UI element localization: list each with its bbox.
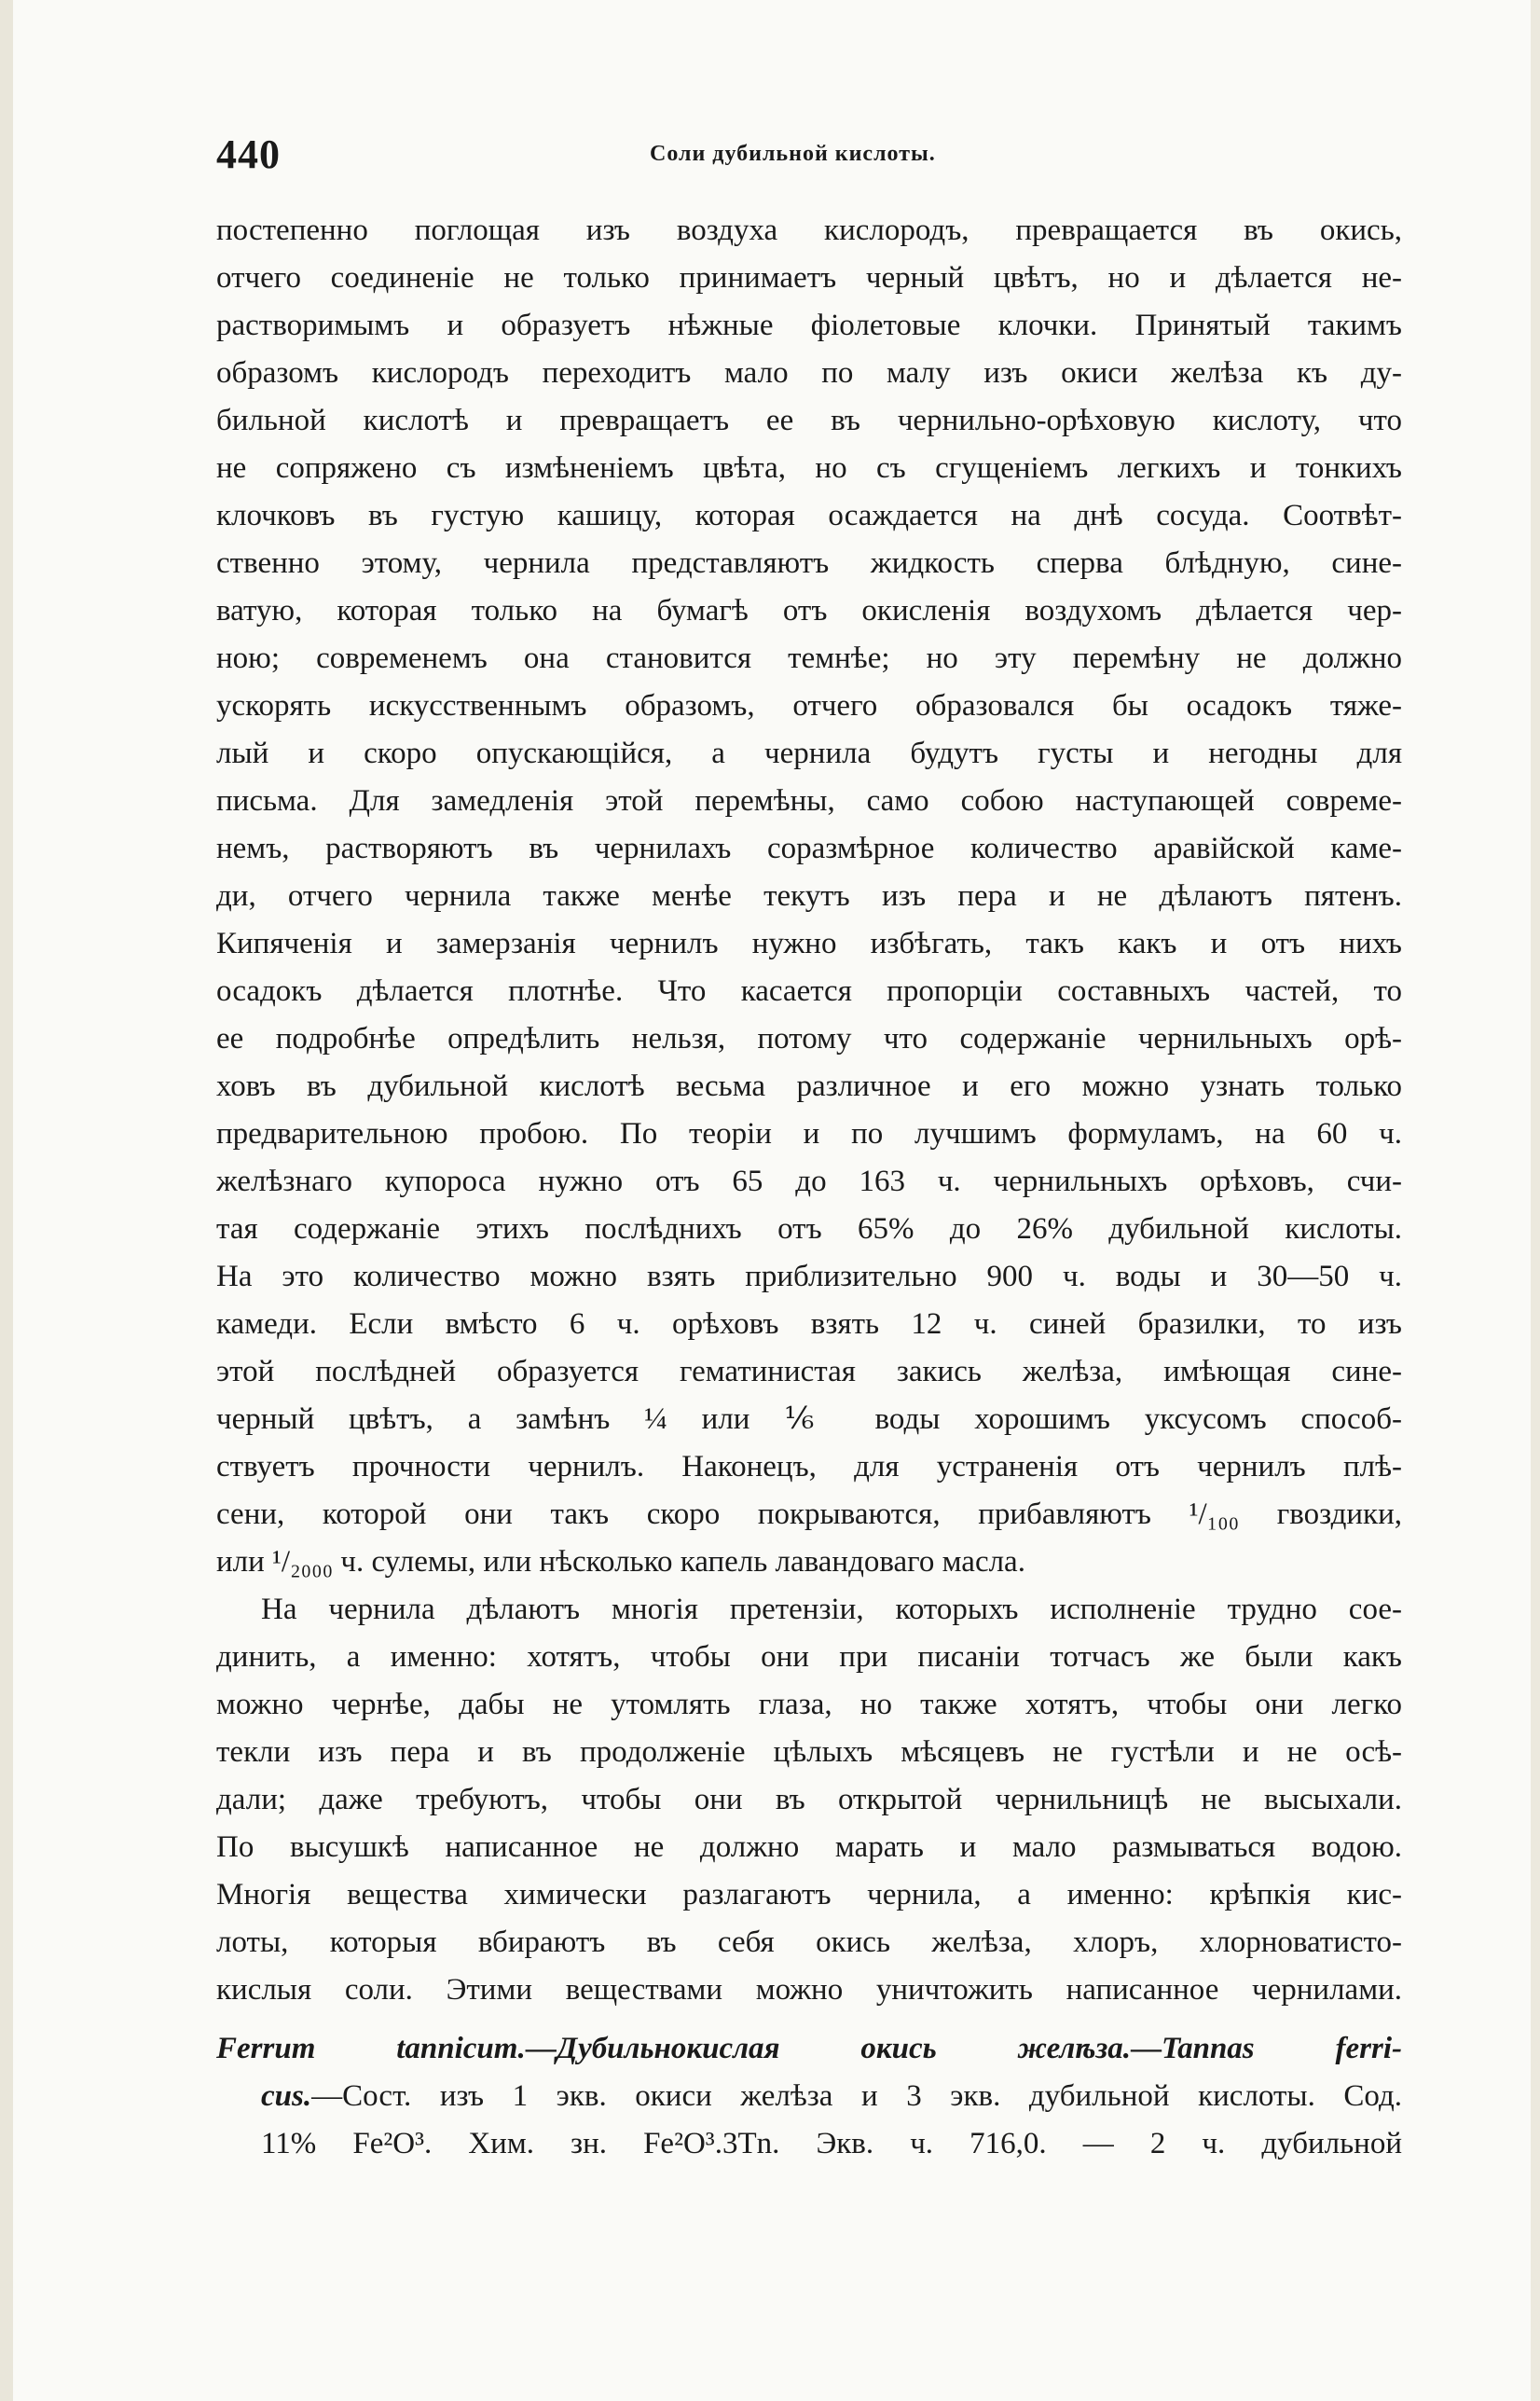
text-line: не сопряжено съ измѣненiемъ цвѣта, но съ сгущенiемъ легкихъ и тонкихъ: [216, 451, 1402, 485]
text-line: текли изъ пера и въ продолженiе цѣлыхъ мѣсяцевъ не густѣли и не осѣ-: [216, 1735, 1402, 1769]
text-line: По высушкѣ написанное не должно марать и мало размываться водою.: [216, 1830, 1402, 1864]
text-line: ственно этому, чернила представляютъ жидкость сперва блѣдную, сине-: [216, 546, 1402, 580]
text-line: ее подробнѣе опредѣлить нельзя, потому что содержанiе чернильныхъ орѣ-: [216, 1022, 1402, 1056]
text-line: немъ, растворяютъ въ чернилахъ соразмѣрное количество аравiйской каме-: [216, 832, 1402, 865]
entry-heading-line: [216, 2025, 1402, 2073]
text-line: образомъ кислородъ переходитъ мало по малу изъ окиси желѣза къ ду-: [216, 356, 1402, 390]
entry-ferrum-tannicum: [216, 2025, 1402, 2168]
text-line: ною; современемъ она становится темнѣе; но эту перемѣну не должно: [216, 642, 1402, 675]
text-line: постепенно поглощая изъ воздуха кислородъ, превращается въ окись,: [216, 214, 1402, 247]
text-line: ускорять искусственнымъ образомъ, отчего образовался бы осадокъ тяже-: [216, 689, 1402, 723]
entry-dash: —: [1130, 2032, 1162, 2065]
entry-line-3: 11% Fe²O³. Хим. зн. Fe²O³.3Tn. Экв. ч. 716,0. — 2 ч. дубильной: [261, 2127, 1402, 2160]
text-line: Кипяченiя и замерзанiя чернилъ нужно избѣгать, такъ какъ и отъ нихъ: [216, 927, 1402, 960]
text-line: этой послѣдней образуется гематинистая закись желѣза, имѣющая сине-: [216, 1355, 1402, 1388]
entry-latin-synonym-end: cus.: [261, 2079, 312, 2113]
entry-dash: —: [525, 2032, 557, 2065]
entry-russian-name: Дубильнокислая окись желѣза.: [556, 2032, 1131, 2065]
text-line: камеди. Если вмѣсто 6 ч. орѣховъ взять 12 ч. синей бразилки, то изъ: [216, 1307, 1402, 1341]
text-line: письма. Для замедленiя этой перемѣны, само собою наступающей совреме-: [216, 784, 1402, 818]
text-line: кислыя соли. Этими веществами можно уничтожить написанное чернилами.: [216, 1973, 1402, 2007]
text-line: тая содержанiе этихъ послѣднихъ отъ 65% до 26% дубильной кислоты.: [216, 1212, 1402, 1246]
entry-latin-name: Ferrum tannicum.: [216, 2032, 526, 2065]
text-line: ствуетъ прочности чернилъ. Наконецъ, для устраненiя отъ чернилъ плѣ-: [216, 1450, 1402, 1483]
entry-line-2: [216, 2073, 1402, 2120]
text-line: лый и скоро опускающiйся, а чернила будутъ густы и негодны для: [216, 737, 1402, 770]
entry-composition: —Сост. изъ 1 экв. окиси желѣза и 3 экв. дубильной кислоты. Сод.: [311, 2079, 1402, 2113]
page-header: [216, 131, 1402, 186]
text-line: На это количество можно взять приблизительно 900 ч. воды и 30—50 ч.: [216, 1260, 1402, 1293]
text-line: дали; даже требуютъ, чтобы они въ открытой чернильницѣ не высыхали.: [216, 1783, 1402, 1816]
text-line: желѣзнаго купороса нужно отъ 65 до 163 ч. чернильныхъ орѣховъ, счи-: [216, 1165, 1402, 1198]
text-line: лоты, которыя вбираютъ въ себя окись желѣза, хлоръ, хлорноватисто-: [216, 1925, 1402, 1959]
text-line: ватую, которая только на бумагѣ отъ окисленiя воздухомъ дѣлается чер-: [216, 594, 1402, 628]
text-line: отчего соединенiе не только принимаетъ черный цвѣтъ, но и дѣлается не-: [216, 261, 1402, 295]
paragraph-gap: [216, 2014, 1402, 2025]
text-line: сени, которой они такъ скоро покрываются, прибавляютъ ¹/₁₀₀ гвоздики,: [216, 1497, 1402, 1531]
text-line: или ¹/₂₀₀₀ ч. сулемы, или нѣсколько капель лавандоваго масла.: [216, 1545, 1025, 1579]
paragraph-1: [216, 207, 1402, 1586]
text-line: ховъ въ дубильной кислотѣ весьма различное и его можно узнать только: [216, 1069, 1402, 1103]
text-line: бильной кислотѣ и превращаетъ ее въ чернильно-орѣховую кислоту, что: [216, 404, 1402, 437]
text-line: динить, а именно: хотятъ, чтобы они при писанiи тотчасъ же были какъ: [216, 1640, 1402, 1674]
text-line: клочковъ въ густую кашицу, которая осаждается на днѣ сосуда. Соотвѣт-: [216, 499, 1402, 532]
body-text: [216, 207, 1402, 2168]
text-line: растворимымъ и образуетъ нѣжные фiолетовые клочки. Принятый такимъ: [216, 309, 1402, 342]
text-line: ди, отчего чернила также менѣе текутъ изъ пера и не дѣлаютъ пятенъ.: [216, 879, 1402, 913]
text-line: Многiя вещества химически разлагаютъ чернила, а именно: крѣпкiя кис-: [216, 1878, 1402, 1911]
paragraph-2: [216, 1586, 1402, 2014]
page-number: 440: [216, 131, 281, 177]
entry-latin-synonym: Tannas ferri-: [1161, 2032, 1402, 2065]
text-line: черный цвѣтъ, а замѣнъ ¼ или ⅙ воды хорошимъ уксусомъ способ-: [216, 1402, 1402, 1436]
running-head: Соли дубильной кислоты.: [650, 142, 936, 166]
text-line: предварительною пробою. По теорiи и по лучшимъ формуламъ, на 60 ч.: [216, 1117, 1402, 1151]
text-line: можно чернѣе, дабы не утомлять глаза, но также хотятъ, чтобы они легко: [216, 1688, 1402, 1721]
text-line: осадокъ дѣлается плотнѣе. Что касается пропорцiи составныхъ частей, то: [216, 974, 1402, 1008]
text-line: На чернила дѣлаютъ многiя претензiи, которыхъ исполненiе трудно сое-: [261, 1593, 1402, 1626]
